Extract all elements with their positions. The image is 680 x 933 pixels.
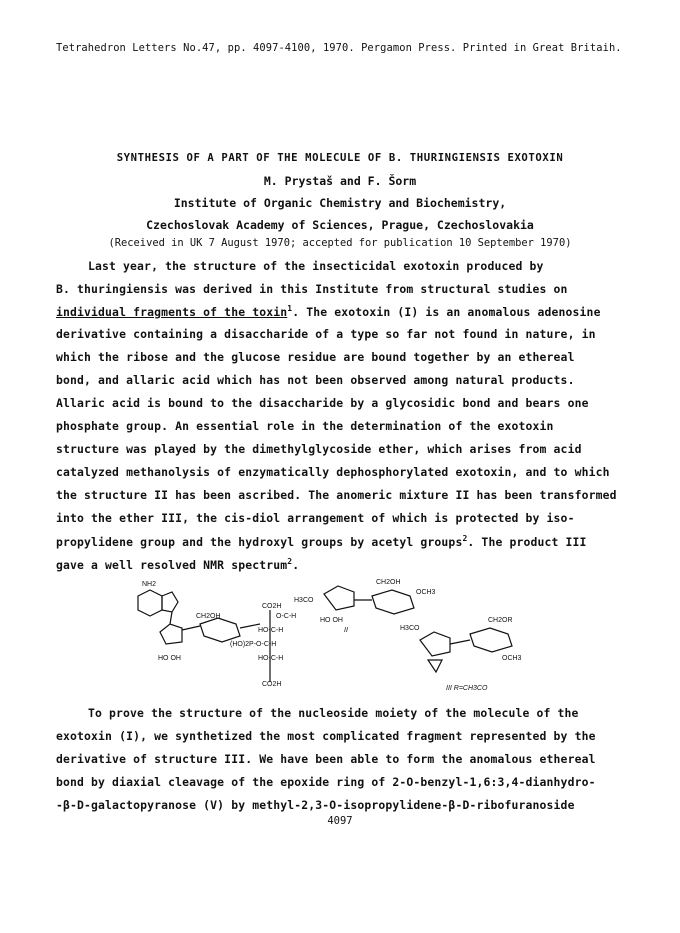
para1-line (56, 304, 601, 319)
h3co-label-iii: H3CO (400, 625, 420, 632)
structure-ii-bonds (324, 586, 414, 614)
para1-line: phosphate group. An essential role in the determination of the exotoxin (56, 419, 554, 433)
para1-line: Allaric acid is bound to the disaccharide by a glycosidic bond and bears one (56, 396, 589, 410)
para1-line: structure was played by the dimethylglycoside ether, which arises from acid (56, 442, 582, 456)
structure-i-labels (142, 581, 296, 688)
para1-line: derivative containing a disaccharide of a type so far not found in nature, in (56, 327, 596, 341)
para1-line: Last year, the structure of the insecticidal exotoxin produced by (88, 259, 544, 273)
para1-fragment: propylidene group and the hydroxyl groups by acetyl groups (56, 534, 463, 549)
structure-iii-note: III R=CH3CO (446, 685, 488, 692)
h3co-label: H3CO (294, 597, 314, 604)
reference-mark: 1 (287, 304, 293, 313)
para2-line: To prove the structure of the nucleoside moiety of the molecule of the (88, 706, 579, 720)
structure-figure (110, 574, 620, 694)
ch2or-label: CH2OR (488, 617, 513, 624)
article-title: SYNTHESIS OF A PART OF THE MOLECULE OF B. THURINGIENSIS EXOTOXIN (116, 152, 564, 164)
och3-label-iii: OCH3 (502, 655, 522, 662)
para1-fragment: . The exotoxin (I) is an anomalous adenosine (292, 304, 601, 319)
para1-line: bond, and allaric acid which has not been observed among natural products. (56, 373, 575, 387)
para2-line: exotoxin (I), we synthetized the most complicated fragment represented by the (56, 729, 596, 743)
underlined-phrase: individual fragments of the toxin (56, 304, 288, 319)
para2-line: bond by diaxial cleavage of the epoxide ring of 2-O-benzyl-1,6:3,4-dianhydro- (56, 775, 596, 789)
para1-fragment: . (292, 557, 300, 572)
structure-i-bonds (138, 590, 270, 682)
ho-oh-label-ii: HO OH (320, 617, 343, 624)
structure-ii-label: II (344, 627, 348, 634)
och3-label: OCH3 (416, 589, 436, 596)
para1-line: B. thuringiensis was derived in this Institute from structural studies on (56, 282, 568, 296)
ohch-label: O-C-H (276, 613, 297, 620)
para2-line: -β-D-galactopyranose (V) by methyl-2,3-O-isopropylidene-β-D-ribofuranoside (56, 798, 575, 812)
para1-line: the structure II has been ascribed. The anomeric mixture II has been transformed (56, 488, 617, 502)
para1-line (56, 534, 587, 549)
structure-drawing (110, 574, 620, 694)
ch2oh-label-ii: CH2OH (376, 579, 401, 586)
affiliation-line-2: Czechoslovak Academy of Sciences, Prague, Czechoslovakia (146, 218, 534, 232)
affiliation-line-1: Institute of Organic Chemistry and Biochemistry, (173, 196, 507, 210)
structure-iii-bonds (420, 628, 512, 672)
authors: M. Prystaš and F. Šorm (263, 174, 417, 188)
para2-line: derivative of structure III. We have been able to form the anomalous ethereal (56, 752, 596, 766)
reference-mark: 2 (287, 557, 293, 566)
structure-iii-labels (400, 617, 522, 692)
received-dates: (Received in UK 7 August 1970; accepted for publication 10 September 1970) (108, 237, 572, 249)
nh2-label: NH2 (142, 581, 157, 588)
ch2oh-label: CH2OH (196, 613, 221, 620)
co2h-bottom-label: CO2H (262, 681, 282, 688)
page-number: 4097 (327, 815, 353, 827)
para1-line (56, 557, 299, 572)
hoch-label: HO-C-H (258, 627, 284, 634)
reference-mark: 2 (462, 534, 468, 543)
para1-line: into the ether III, the cis-diol arrangement of which is protected by iso- (56, 511, 575, 525)
ho-oh-label: HO OH (158, 655, 181, 662)
para1-line: which the ribose and the glucose residue are bound together by an ethereal (56, 350, 575, 364)
para1-fragment: gave a well resolved NMR spectrum (56, 557, 288, 572)
para1-fragment: . The product III (467, 534, 587, 549)
para1-line: catalyzed methanolysis of enzymatically dephosphorylated exotoxin, and to which (56, 465, 610, 479)
phosphate-label: (HO)2P-O-C-H (230, 641, 277, 648)
co2h-label: CO2H (262, 603, 282, 610)
running-header: Tetrahedron Letters No.47, pp. 4097-4100, 1970. Pergamon Press. Printed in Great Britaih. (56, 42, 622, 54)
hoch-label-2: HO-C-H (258, 655, 284, 662)
